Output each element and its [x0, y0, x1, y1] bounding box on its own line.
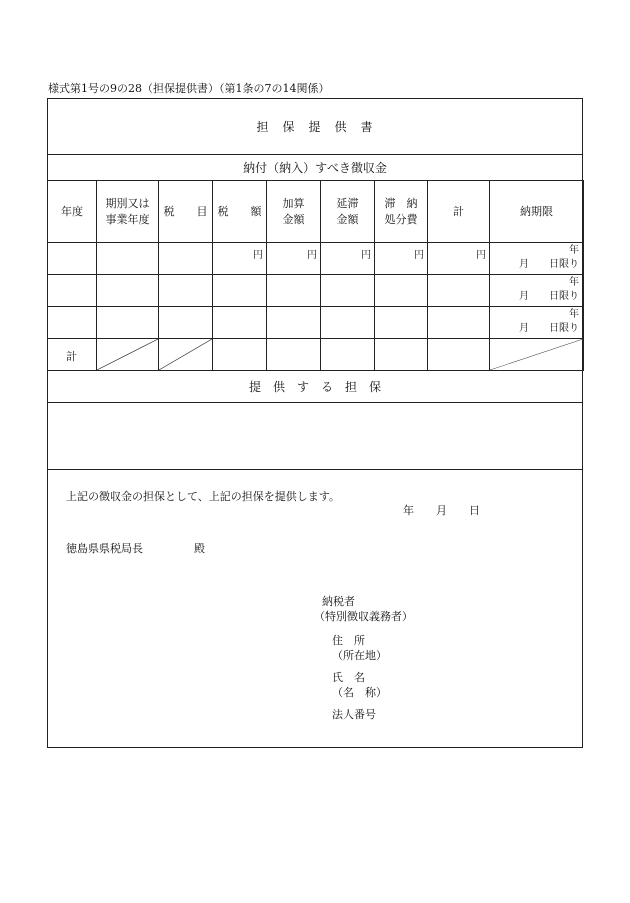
total-delinquent[interactable]: [321, 339, 375, 371]
address-sub-label: （所在地）: [332, 649, 387, 662]
cell-due[interactable]: [490, 275, 584, 307]
cell-additional[interactable]: [267, 243, 321, 275]
form-caption: 様式第1号の9の28（担保提供書）（第1条の7の14関係）: [48, 82, 330, 95]
header-year: 年度: [48, 181, 97, 243]
cell-tax-amount[interactable]: [213, 275, 267, 307]
cell-year[interactable]: [48, 307, 97, 339]
total-additional[interactable]: [267, 339, 321, 371]
table-row: [48, 243, 584, 275]
statement-text: 上記の徴収金の担保として、上記の担保を提供します。: [66, 490, 340, 503]
header-total: 計: [428, 181, 490, 243]
addressee: 徳島県県税局長: [66, 542, 143, 555]
title-text: 担 保 提 供 書: [256, 120, 374, 134]
total-penalty[interactable]: [375, 339, 428, 371]
cell-period[interactable]: [97, 243, 159, 275]
yen-unit: 円: [361, 250, 371, 261]
taxpayer-sub-label: （特別徴収義務者）: [314, 610, 413, 623]
form-title: [48, 99, 582, 155]
header-tax-item: 税 目: [159, 181, 213, 243]
cell-tax-item[interactable]: [159, 243, 213, 275]
header-additional: 加算 金額: [267, 181, 321, 243]
header-penalty: 滞 納 処分費: [375, 181, 428, 243]
cell-period[interactable]: [97, 275, 159, 307]
cell-delinquent[interactable]: [321, 243, 375, 275]
cell-year[interactable]: [48, 243, 97, 275]
name-label: 氏 名: [332, 671, 365, 684]
total-tax-amount[interactable]: [213, 339, 267, 371]
header-delinquent: 延滞 金額: [321, 181, 375, 243]
section-payment-label: 納付（納入）すべき徴収金: [243, 161, 387, 175]
cell-tax-item-void: [159, 339, 213, 371]
yen-unit: 円: [476, 250, 486, 261]
due-year: 年: [569, 245, 579, 256]
yen-unit: 円: [414, 250, 424, 261]
address-label: 住 所: [332, 634, 365, 647]
cell-delinquent[interactable]: [321, 275, 375, 307]
cell-penalty[interactable]: [375, 275, 428, 307]
due-month-day: 月 日限り: [519, 291, 579, 302]
total-row: [48, 339, 584, 371]
cell-penalty[interactable]: [375, 307, 428, 339]
cell-period[interactable]: [97, 307, 159, 339]
cell-due-void: [490, 339, 584, 371]
date-line[interactable]: 年 月 日: [403, 504, 480, 517]
cell-penalty[interactable]: [375, 243, 428, 275]
yen-unit: 円: [307, 250, 317, 261]
total-label: 計: [48, 339, 97, 371]
section-payment-header: [48, 155, 582, 181]
taxpayer-label: 納税者: [322, 595, 355, 608]
table-row: [48, 275, 584, 307]
cell-additional[interactable]: [267, 275, 321, 307]
cell-tax-item[interactable]: [159, 275, 213, 307]
collateral-form: [47, 98, 583, 748]
header-period: 期別又は 事業年度: [97, 181, 159, 243]
cell-total[interactable]: [428, 307, 490, 339]
due-year: 年: [569, 277, 579, 288]
cell-total[interactable]: [428, 275, 490, 307]
due-month-day: 月 日限り: [519, 259, 579, 270]
yen-unit: 円: [253, 250, 263, 261]
cell-tax-amount[interactable]: [213, 307, 267, 339]
section-collateral-label: 提 供 す る 担 保: [248, 380, 381, 394]
table-header-row: [48, 181, 584, 243]
name-sub-label: （名 称）: [332, 686, 387, 699]
section-collateral-header: [48, 371, 582, 403]
cell-year[interactable]: [48, 275, 97, 307]
payment-table: [47, 180, 584, 371]
table-row: [48, 307, 584, 339]
cell-period-void: [97, 339, 159, 371]
corporate-number-label: 法人番号: [332, 708, 376, 721]
cell-due[interactable]: [490, 243, 584, 275]
honorific: 殿: [194, 542, 205, 555]
header-due: 納期限: [490, 181, 584, 243]
due-year: 年: [569, 309, 579, 320]
cell-due[interactable]: [490, 307, 584, 339]
header-tax-amount: 税 額: [213, 181, 267, 243]
cell-additional[interactable]: [267, 307, 321, 339]
total-total[interactable]: [428, 339, 490, 371]
cell-total[interactable]: [428, 243, 490, 275]
cell-tax-amount[interactable]: [213, 243, 267, 275]
cell-tax-item[interactable]: [159, 307, 213, 339]
collateral-content-area[interactable]: [48, 403, 582, 470]
due-month-day: 月 日限り: [519, 323, 579, 334]
cell-delinquent[interactable]: [321, 307, 375, 339]
